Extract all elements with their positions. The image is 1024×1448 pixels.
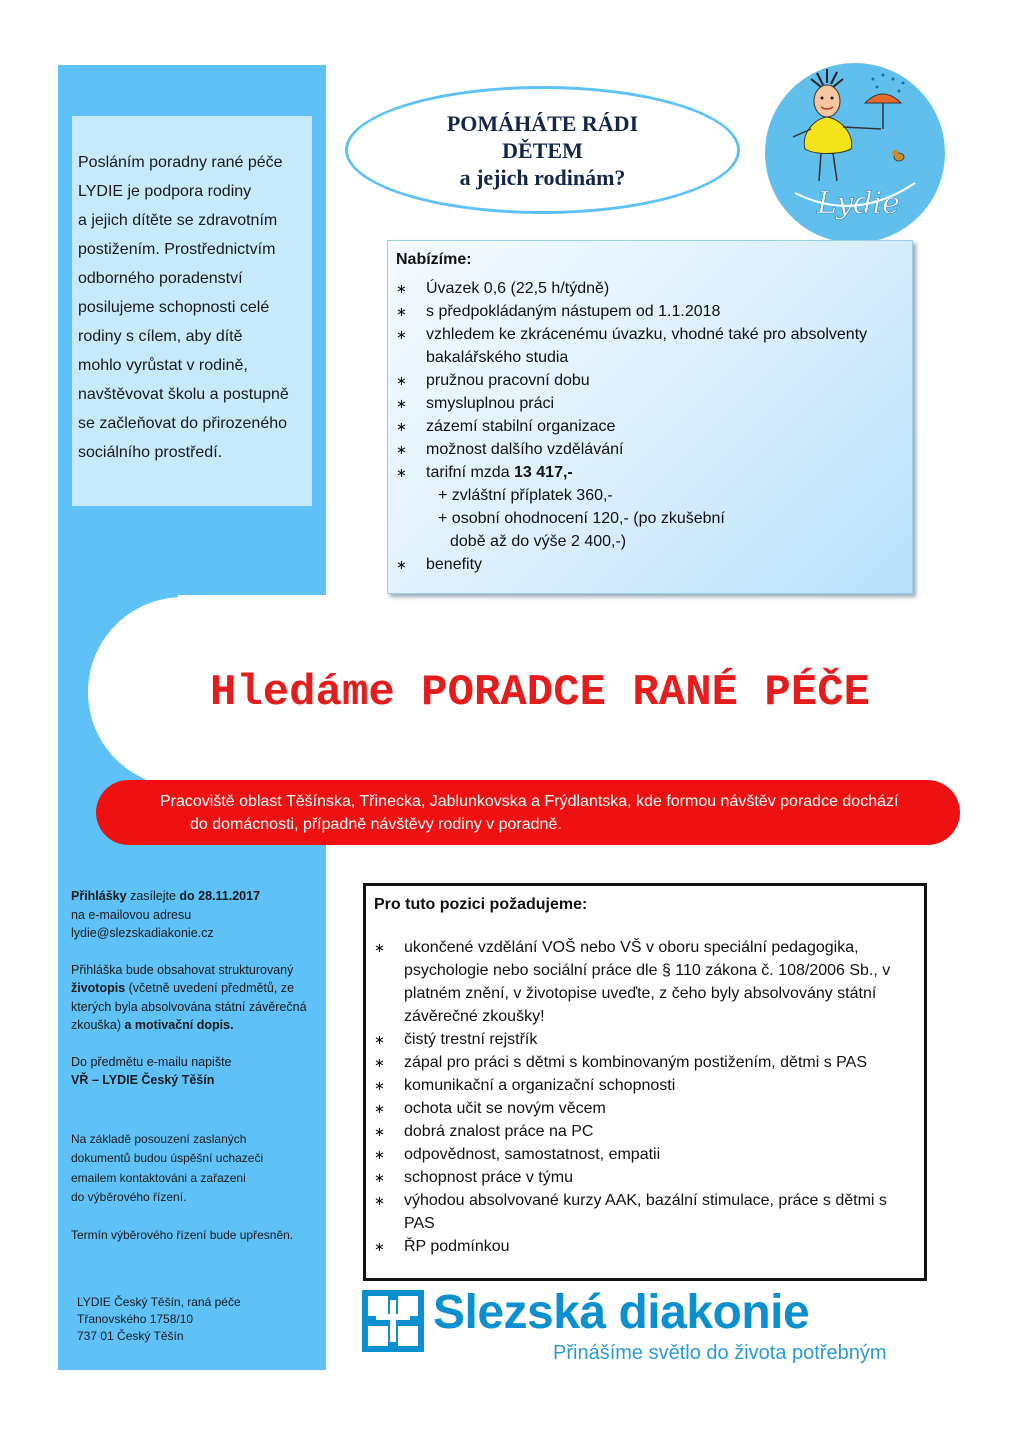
list-item: ∗ smysluplnou práci [396,392,898,415]
list-item: ∗ schopnost práce v týmu [374,1166,916,1189]
intro-line: se začleňovat do přirozeného [78,415,288,432]
intro-line: a jejich dítěte se zdravotním [78,212,278,229]
list-item: ∗ dobrá znalost práce na PC [374,1120,916,1143]
bullet-icon: ∗ [374,1078,385,1093]
offer-box [387,240,913,594]
intro-line: rodiny s cílem, aby dítě [78,328,243,345]
list-item: ∗ benefity [396,553,898,576]
list-item: ∗ odpovědnost, samostatnost, empatii [374,1143,916,1166]
intro-box [72,116,312,506]
list-item: ∗ zápal pro práci s dětmi s kombinovaným postižením, dětmi s PAS [374,1051,916,1074]
brand-name: Slezská diakonie [433,1286,810,1339]
bullet-icon: ∗ [374,1193,385,1208]
application-info: Přihlášky zasílejte do 28.11.2017 na e-mailovou adresu lydie@slezskadiakonie.cz Přihláška bude obsahovat strukturovaný životopis (včetně uvedení předmětů, ze kterých byla absolvována státní závěrečná zkouška) a motivační dopis. Do předmětu e-mailu napište VŘ – LYDIE Český Těšín Na základě posouzení zaslaných dokumentů budou úspěšní uchazeči emailem kontaktováni a zařazeni do výběrového řízení. Termín výběrového řízení bude upřesněn. [71,887,311,1263]
intro-line: postižením. Prostřednictvím [78,241,276,258]
email-subject: VŘ – LYDIE Český Těšín [71,1073,215,1087]
salary-amount: 13 417,- [514,464,573,481]
page-title: Hledáme PORADCE RANÉ PÉČE [209,668,871,718]
bullet-icon: ∗ [374,1032,385,1047]
bullet-icon: ∗ [396,419,407,434]
list-item: ∗ tarifní mzda 13 417,- [396,461,898,484]
brand-slogan: Přinášíme světlo do života potřebným [553,1342,887,1364]
selection-date-note: Termín výběrového řízení bude upřesněn. [71,1227,294,1242]
oval-line: a jejich rodinám? [459,164,626,190]
list-item: ∗ možnost dalšího vzdělávání [396,438,898,461]
list-item: ∗ Úvazek 0,6 (22,5 h/týdně) [396,277,898,300]
workplace-line: Pracoviště oblast Těšínska, Třinecka, Jablunkovska a Frýdlantska, kde formou návštěv poradce dochází [160,793,899,810]
list-item: ∗ vzhledem ke zkrácenému úvazku, vhodné také pro absolventy bakalářského studia [396,323,898,369]
bullet-icon: ∗ [374,1124,385,1139]
bullet-icon: ∗ [396,396,407,411]
offer-title: Nabízíme: [396,251,472,268]
oval-line: POMÁHÁTE RÁDI [446,110,639,136]
bullet-icon: ∗ [374,1101,385,1116]
intro-line: posilujeme schopnosti celé [78,299,270,316]
contact-address: LYDIE Český Těšín, raná péče Třanovského 1758/10 737 01 Český Těšín [77,1295,241,1343]
bullet-icon: ∗ [374,1055,385,1070]
bullet-icon: ∗ [396,373,407,388]
requirements-list [374,936,916,1258]
salary-extra: + zvláštní příplatek 360,- [438,487,613,504]
requirements-title: Pro tuto pozici požadujeme: [374,896,588,913]
workplace-line: do domácnosti, případně návštěvy rodiny v poradně. [190,816,562,833]
list-item: ∗ ochota učit se novým věcem [374,1097,916,1120]
list-item: ∗ s předpokládaným nástupem od 1.1.2018 [396,300,898,323]
bullet-icon: ∗ [396,304,407,319]
intro-line: Posláním poradny rané péče [78,154,283,171]
salary-extra: + osobní ohodnocení 120,- (po zkušební [438,510,725,527]
offer-list [396,277,898,484]
list-item: ∗ čistý trestní rejstřík [374,1028,916,1051]
question-oval [345,86,740,214]
list-item: ∗ ŘP podmínkou [374,1235,916,1258]
list-item: ∗ výhodou absolvované kurzy AAK, bazální stimulace, práce s dětmi s PAS [374,1189,916,1235]
logo-text: Lydie [817,186,900,221]
bullet-icon: ∗ [396,281,407,296]
intro-line: mohlo vyrůstat v rodině, [78,357,248,374]
bullet-icon: ∗ [374,940,385,955]
email-address[interactable]: lydie@slezskadiakonie.cz [71,926,214,940]
bullet-icon: ∗ [396,327,407,342]
bullet-icon: ∗ [374,1239,385,1254]
bullet-icon: ∗ [396,557,407,572]
list-item: ∗ komunikační a organizační schopnosti [374,1074,916,1097]
salary-extra: době až do výše 2 400,-) [450,533,627,550]
oval-line: DĚTEM [502,137,583,163]
lydie-logo-illustration [765,63,945,243]
slezska-diakonie-logo-icon [362,1290,424,1352]
intro-line: sociálního prostředí. [78,444,223,461]
list-item: ∗ zázemí stabilní organizace [396,415,898,438]
intro-line: LYDIE je podpora rodiny [78,183,252,200]
requirements-box [363,883,927,1281]
bullet-icon: ∗ [396,465,407,480]
list-item: ∗ pružnou pracovní dobu [396,369,898,392]
list-item: ∗ ukončené vzdělání VOŠ nebo VŠ v oboru speciální pedagogika, psychologie nebo sociální práce dle § 110 zákona č. 108/2006 Sb., v platném znění, v životopise uveďte, z čeho byly absolvovány státní závěrečné zkoušky! [374,936,916,1028]
bullet-icon: ∗ [374,1170,385,1185]
bullet-icon: ∗ [374,1147,385,1162]
workplace-text [160,790,960,836]
intro-line: navštěvovat školu a postupně [78,386,289,403]
bullet-icon: ∗ [396,442,407,457]
intro-line: odborného poradenství [78,270,243,287]
lydie-logo [765,63,945,243]
